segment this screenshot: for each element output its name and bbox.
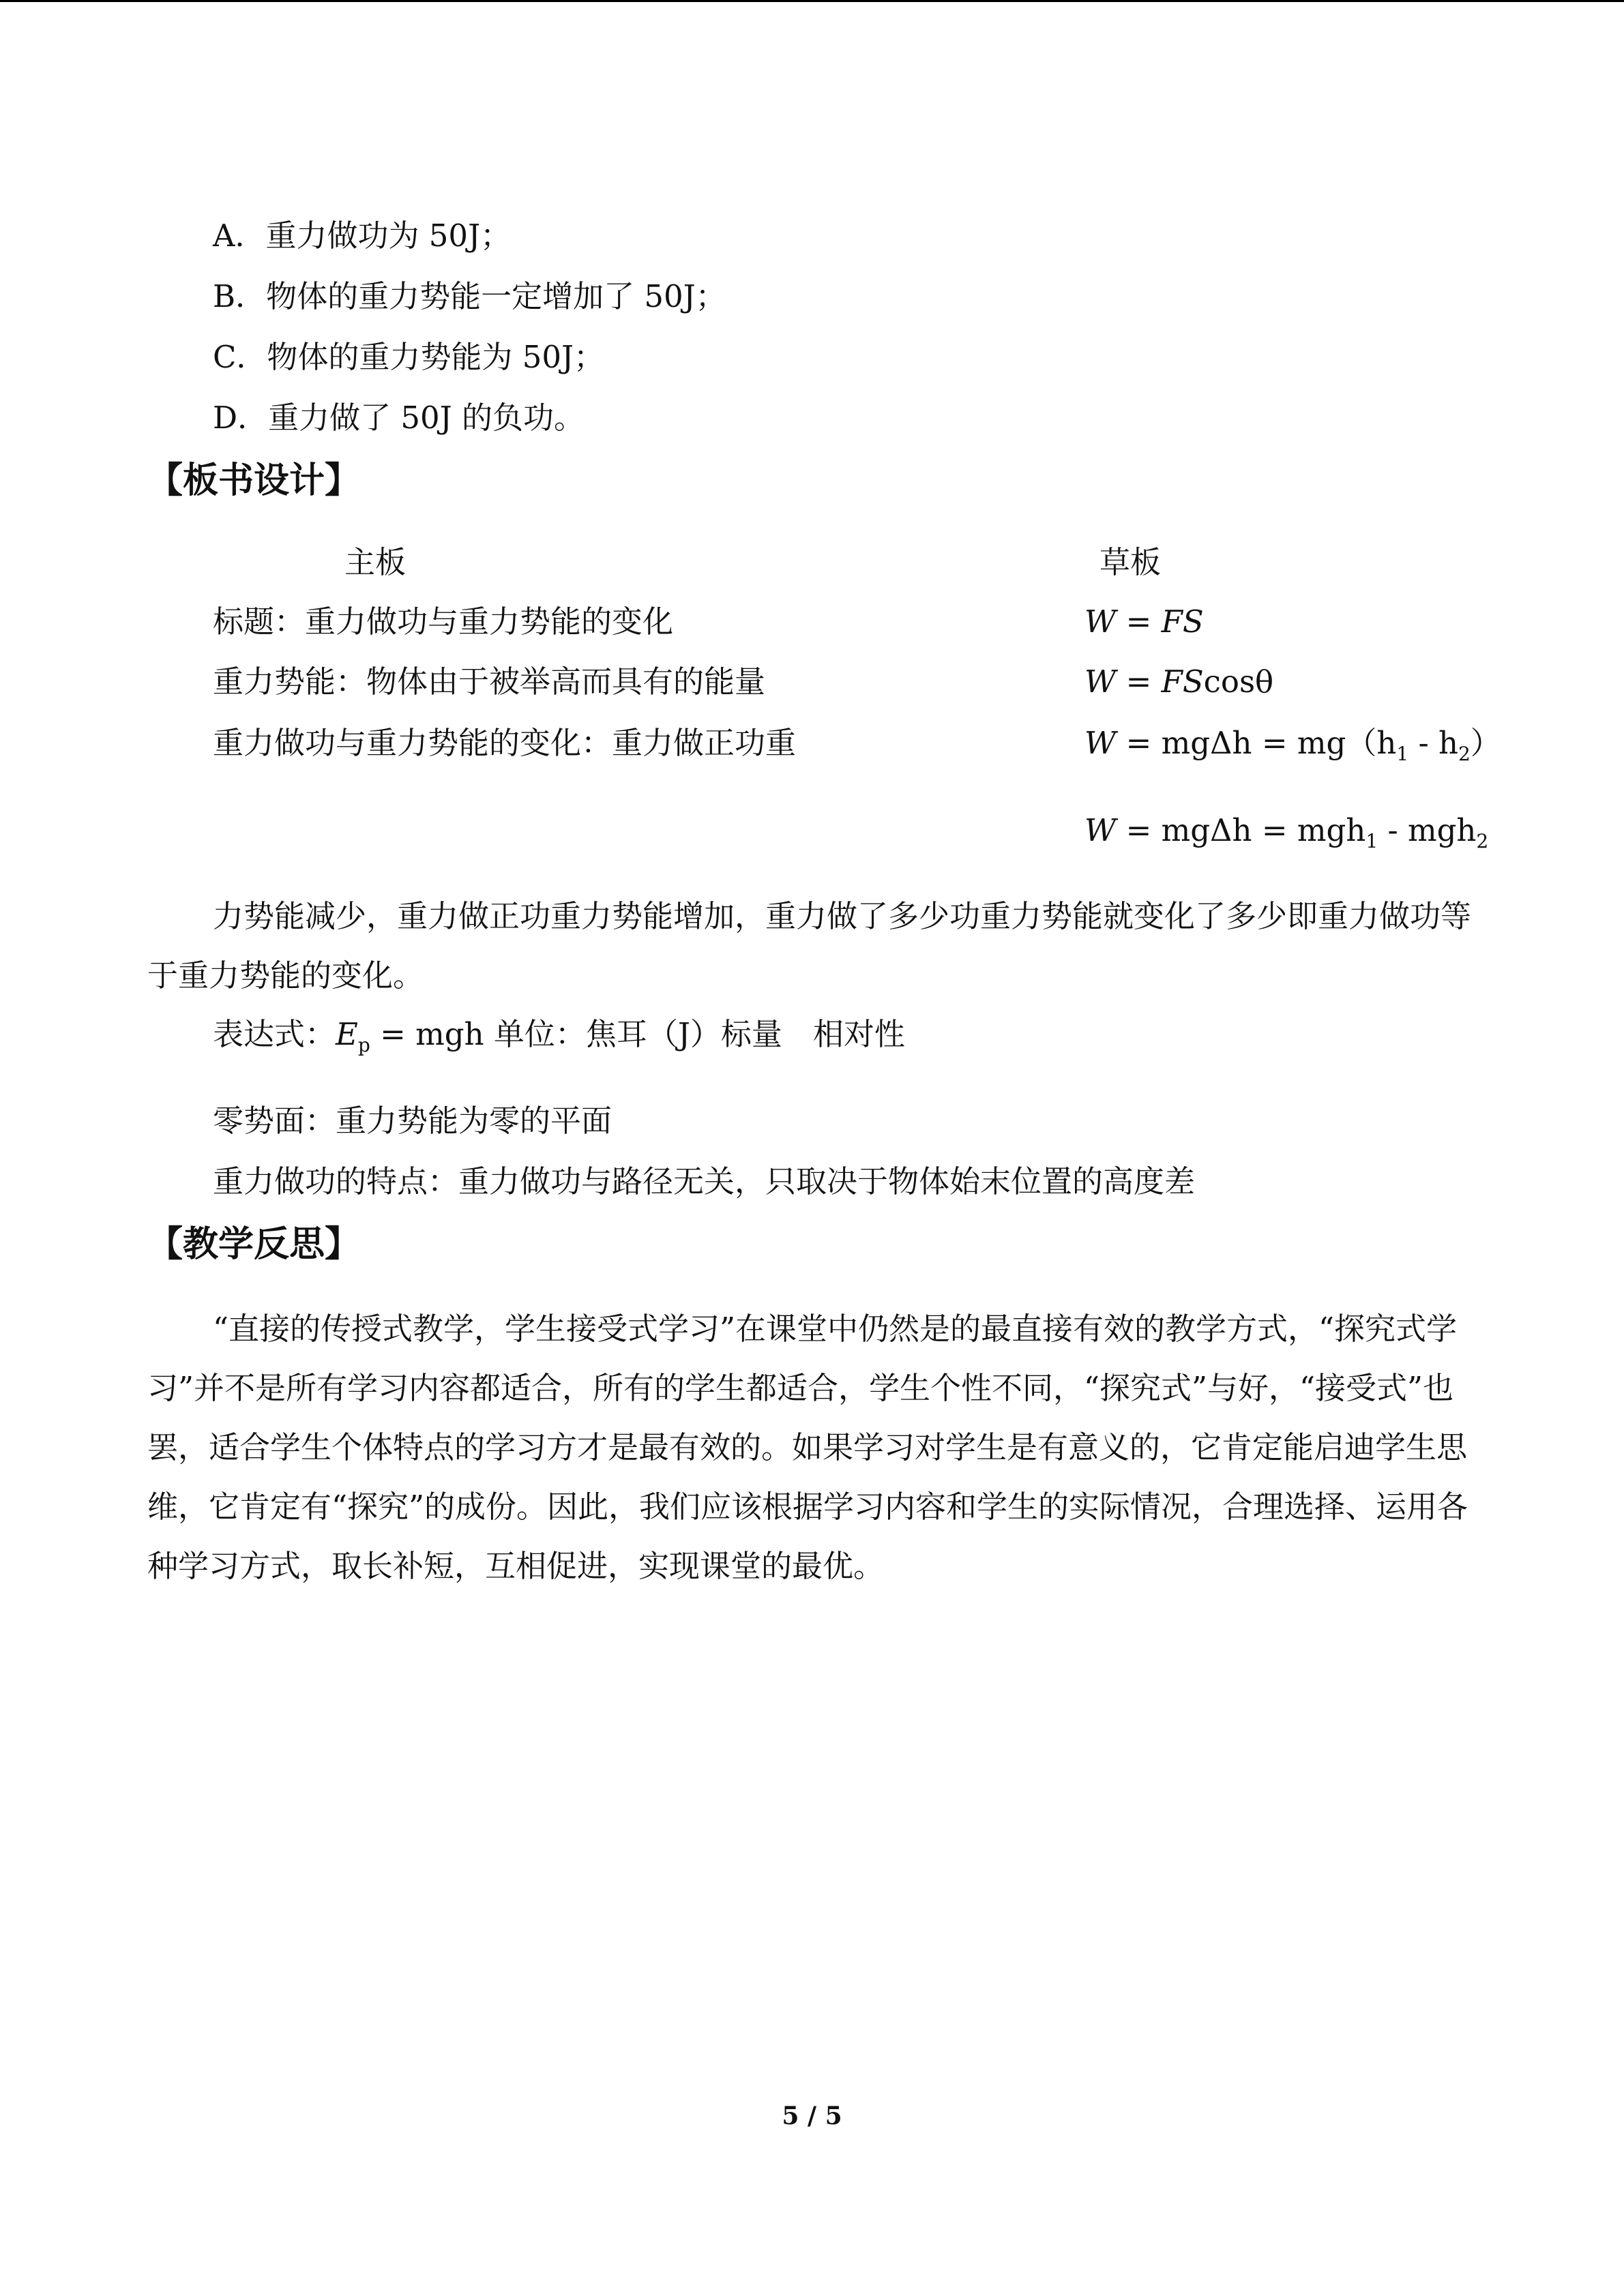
board-heading: 【板书设计】: [147, 460, 361, 501]
draft-board-label: 草板: [1099, 544, 1162, 580]
option-d: D．重力做了 50J 的负功。: [213, 400, 585, 436]
reflection-heading: 【教学反思】: [147, 1224, 361, 1265]
formula-3: $W = mg\Delta h = mg(h_1 - h_2)$: [1084, 725, 1501, 765]
option-a: A．重力做功为 50J；: [213, 218, 512, 254]
main-board-label: 主板: [344, 544, 407, 580]
page-number: 5 / 5: [782, 2102, 842, 2130]
option-b: B．物体的重力势能一定增加了 50J；: [213, 278, 726, 314]
formula-2: W = FScosθ: [1084, 664, 1274, 700]
option-c: C．物体的重力势能为 50J；: [213, 339, 605, 375]
board-continuation: 力势能减少，重力做正功重力势能增加，重力做了多少功重力势能就变化了多少即重力做功等于重力势能的变化。: [147, 898, 1472, 994]
top-border: [0, 0, 1624, 2]
formula-1: W = FS: [1084, 603, 1204, 640]
expression-line: 表达式：$E_p$ = mgh 单位：焦耳（J）标量 相对性: [213, 1016, 905, 1056]
board-work-line: 重力做功与重力势能的变化：重力做正功重: [213, 725, 797, 761]
work-feature-line: 重力做功的特点：重力做功与路径无关，只取决于物体始末位置的高度差: [213, 1163, 1196, 1199]
board-pe-line: 重力势能：物体由于被举高而具有的能量: [213, 664, 766, 700]
zero-surface-line: 零势面：重力势能为零的平面: [213, 1103, 612, 1139]
board-title-line: 标题：重力做功与重力势能的变化: [213, 603, 674, 640]
reflection-text: “直接的传授式教学，学生接受式学习”在课堂中仍然是的最直接有效的教学方式，“探究式学习”并不是所有学习内容都适合，所有的学生都适合，学生个性不同，“探究式”与好，“接受式”也罢，适合学生个体特点的学习方才是最有效的。如果学习对学生是有意义的，它肯定能启迪学生思维，它肯定有“探究”的成份。因此，我们应该根据学习内容和学生的实际情况，合理选择、运用各种学习方式，取长补短，互相促进，实现课堂的最优。: [147, 1311, 1468, 1584]
formula-4: W = mgΔh = mgh$_1$ - mgh$_2$: [1084, 812, 1489, 852]
